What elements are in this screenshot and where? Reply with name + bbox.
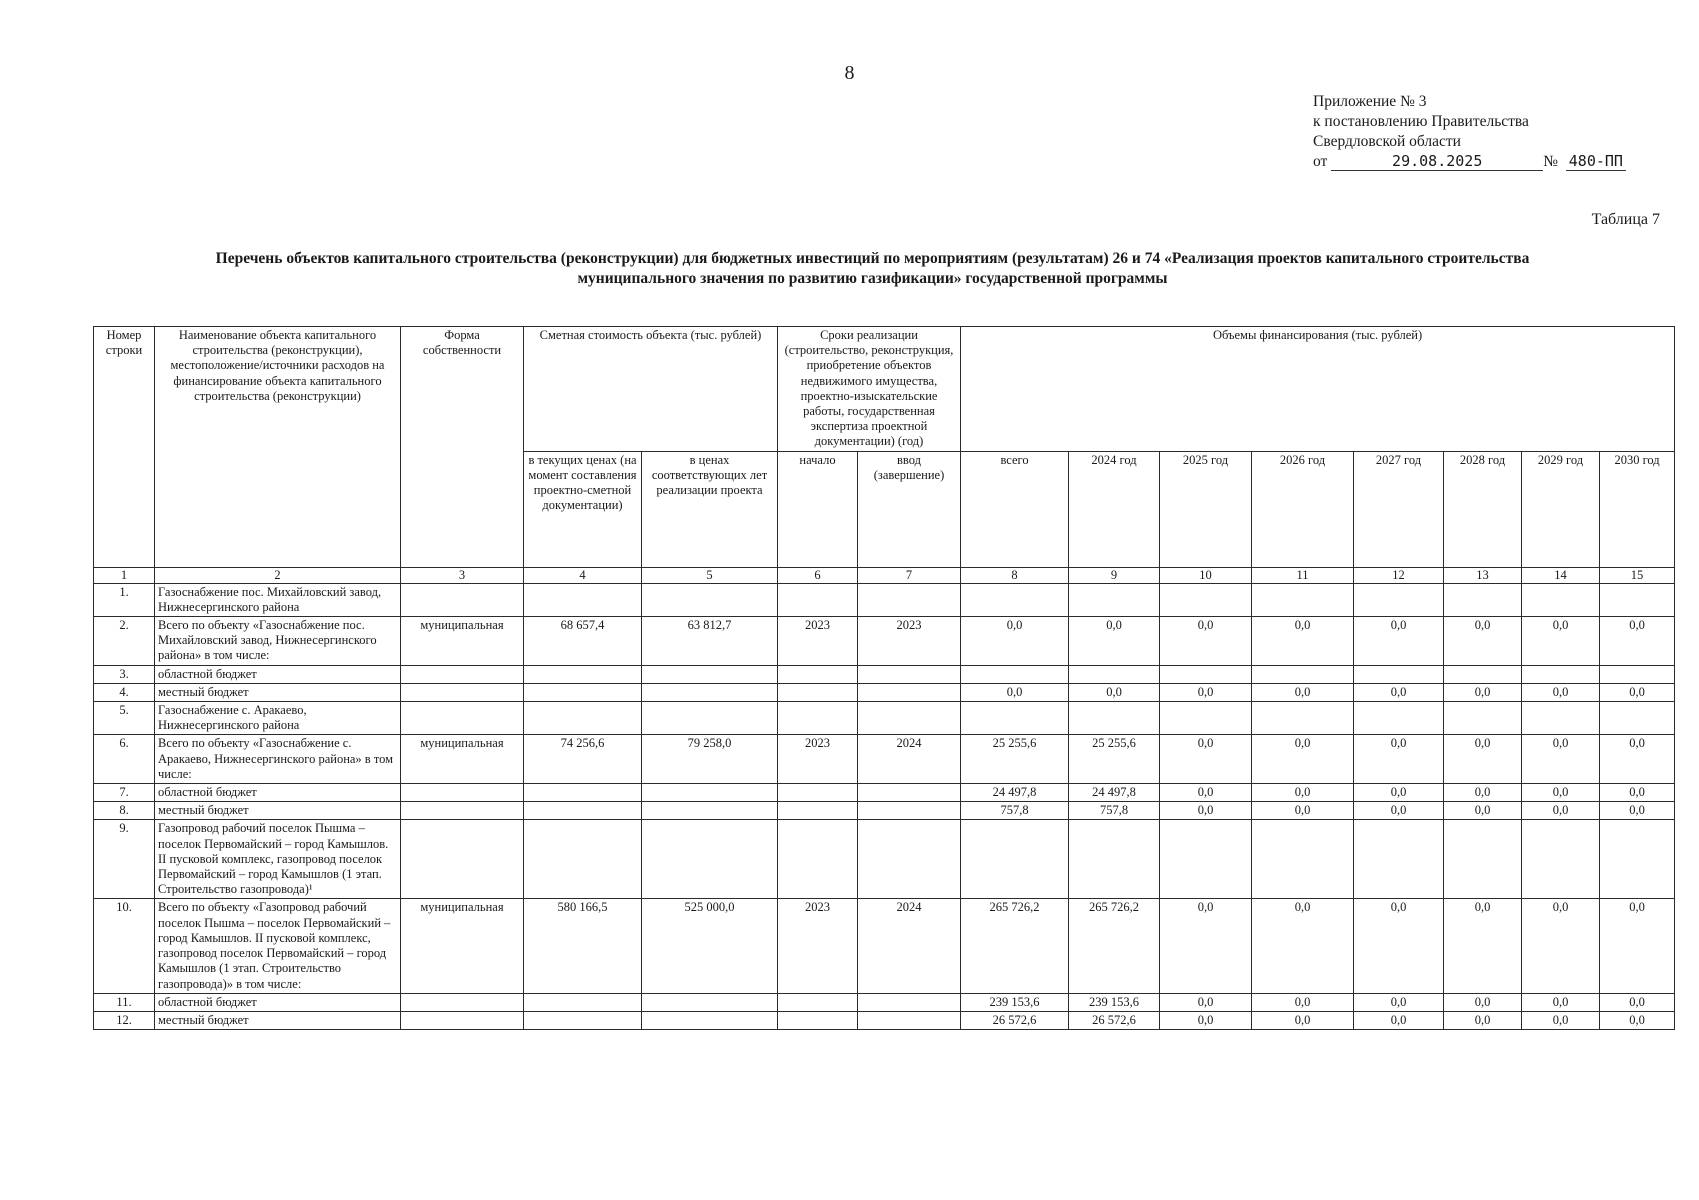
completion-year: 2024 <box>858 735 961 784</box>
financing-2028: 0,0 <box>1444 735 1522 784</box>
financing-2026: 0,0 <box>1252 802 1354 820</box>
object-name: Всего по объекту «Газоснабжение пос. Михайловский завод, Нижнесергинского района» в том числе: <box>155 617 401 666</box>
completion-year <box>858 820 961 899</box>
financing-2026: 0,0 <box>1252 683 1354 701</box>
financing-2029 <box>1522 702 1600 735</box>
header-cost-current: в текущих ценах (на момент составления проектно-сметной документации) <box>524 451 642 567</box>
financing-2025 <box>1160 583 1252 616</box>
financing-2027 <box>1354 665 1444 683</box>
financing-2028: 0,0 <box>1444 1011 1522 1029</box>
row-number: 10. <box>94 899 155 993</box>
table-row <box>94 899 1675 993</box>
financing-2027 <box>1354 583 1444 616</box>
row-number: 7. <box>94 784 155 802</box>
capital-construction-table <box>93 326 1675 1030</box>
table-row <box>94 702 1675 735</box>
financing-2028: 0,0 <box>1444 617 1522 666</box>
financing-2030 <box>1600 583 1675 616</box>
cost-current <box>524 583 642 616</box>
column-number: 7 <box>858 567 961 583</box>
total-financing: 757,8 <box>961 802 1069 820</box>
financing-2029: 0,0 <box>1522 735 1600 784</box>
total-financing: 24 497,8 <box>961 784 1069 802</box>
completion-year <box>858 583 961 616</box>
total-financing: 239 153,6 <box>961 993 1069 1011</box>
column-number: 11 <box>1252 567 1354 583</box>
financing-2029: 0,0 <box>1522 1011 1600 1029</box>
financing-2026 <box>1252 702 1354 735</box>
financing-2025 <box>1160 820 1252 899</box>
financing-2027 <box>1354 702 1444 735</box>
cost-current <box>524 702 642 735</box>
financing-2025: 0,0 <box>1160 735 1252 784</box>
table-row <box>94 583 1675 616</box>
table-label: Таблица 7 <box>1591 211 1660 228</box>
total-financing <box>961 702 1069 735</box>
total-financing: 0,0 <box>961 683 1069 701</box>
column-number: 8 <box>961 567 1069 583</box>
start-year <box>778 820 858 899</box>
ownership <box>401 784 524 802</box>
object-name: областной бюджет <box>155 784 401 802</box>
financing-2024 <box>1069 583 1160 616</box>
ownership <box>401 1011 524 1029</box>
financing-2024: 25 255,6 <box>1069 735 1160 784</box>
header-year-2025: 2025 год <box>1160 451 1252 567</box>
table-row <box>94 683 1675 701</box>
total-financing <box>961 665 1069 683</box>
financing-2025: 0,0 <box>1160 993 1252 1011</box>
financing-2027: 0,0 <box>1354 617 1444 666</box>
start-year <box>778 1011 858 1029</box>
header-timeline: Сроки реализации (строительство, реконструкция, приобретение объектов недвижимого имущества, проектно-изыскательские работы, государственная экспертиза проектной документации) (год) <box>778 327 961 452</box>
header-year-2024: 2024 год <box>1069 451 1160 567</box>
financing-2029: 0,0 <box>1522 802 1600 820</box>
header-year-2030: 2030 год <box>1600 451 1675 567</box>
column-number: 9 <box>1069 567 1160 583</box>
financing-2027: 0,0 <box>1354 802 1444 820</box>
decree-number: 480-ПП <box>1566 153 1626 171</box>
financing-2027 <box>1354 820 1444 899</box>
financing-2029 <box>1522 820 1600 899</box>
financing-2028: 0,0 <box>1444 899 1522 993</box>
financing-2029: 0,0 <box>1522 993 1600 1011</box>
cost-project: 79 258,0 <box>642 735 778 784</box>
table-row <box>94 802 1675 820</box>
appendix-line-3: Свердловской области <box>1313 133 1461 150</box>
cost-project <box>642 702 778 735</box>
column-number: 2 <box>155 567 401 583</box>
header-cost-project: в ценах соответствующих лет реализации проекта <box>642 451 778 567</box>
object-name: местный бюджет <box>155 802 401 820</box>
cost-current <box>524 665 642 683</box>
financing-2026: 0,0 <box>1252 617 1354 666</box>
object-name: местный бюджет <box>155 1011 401 1029</box>
header-start: начало <box>778 451 858 567</box>
cost-current <box>524 820 642 899</box>
table-row <box>94 617 1675 666</box>
ownership <box>401 993 524 1011</box>
object-name: местный бюджет <box>155 683 401 701</box>
column-number: 13 <box>1444 567 1522 583</box>
ownership <box>401 802 524 820</box>
financing-2030: 0,0 <box>1600 784 1675 802</box>
financing-2025: 0,0 <box>1160 802 1252 820</box>
column-number: 10 <box>1160 567 1252 583</box>
financing-2025 <box>1160 702 1252 735</box>
row-number: 12. <box>94 1011 155 1029</box>
cost-project <box>642 1011 778 1029</box>
row-number: 5. <box>94 702 155 735</box>
financing-2029: 0,0 <box>1522 617 1600 666</box>
completion-year <box>858 993 961 1011</box>
financing-2030: 0,0 <box>1600 735 1675 784</box>
financing-2026 <box>1252 583 1354 616</box>
column-number: 15 <box>1600 567 1675 583</box>
financing-2030 <box>1600 702 1675 735</box>
financing-2027: 0,0 <box>1354 683 1444 701</box>
financing-2024: 0,0 <box>1069 683 1160 701</box>
ownership <box>401 820 524 899</box>
row-number: 4. <box>94 683 155 701</box>
financing-2028: 0,0 <box>1444 683 1522 701</box>
financing-2025: 0,0 <box>1160 617 1252 666</box>
start-year <box>778 665 858 683</box>
ownership <box>401 583 524 616</box>
cost-project <box>642 784 778 802</box>
start-year <box>778 802 858 820</box>
financing-2027: 0,0 <box>1354 735 1444 784</box>
header-completion: ввод (завершение) <box>858 451 961 567</box>
cost-current <box>524 802 642 820</box>
row-number: 2. <box>94 617 155 666</box>
cost-project <box>642 583 778 616</box>
financing-2024: 24 497,8 <box>1069 784 1160 802</box>
start-year <box>778 784 858 802</box>
financing-2026: 0,0 <box>1252 784 1354 802</box>
total-financing <box>961 583 1069 616</box>
financing-2030 <box>1600 820 1675 899</box>
appendix-line-2: к постановлению Правительства <box>1313 113 1529 130</box>
financing-2027: 0,0 <box>1354 784 1444 802</box>
object-name: областной бюджет <box>155 993 401 1011</box>
cost-project: 525 000,0 <box>642 899 778 993</box>
document-title: Перечень объектов капитального строительства (реконструкции) для бюджетных инвестиций по мероприятиям (результатам) 26 и 74 «Реализация проектов капитального строительства муниципального значения по развитию газификации» государственной программы <box>215 250 1530 287</box>
object-name: Всего по объекту «Газоснабжение с. Аракаево, Нижнесергинского района» в том числе: <box>155 735 401 784</box>
object-name: Газопровод рабочий поселок Пышма – поселок Первомайский – город Камышлов. II пусковой комплекс, газопровод поселок Первомайский – город Камышлов (1 этап. Строительство газопровода)¹ <box>155 820 401 899</box>
start-year <box>778 702 858 735</box>
column-number: 12 <box>1354 567 1444 583</box>
start-year: 2023 <box>778 617 858 666</box>
table-row <box>94 665 1675 683</box>
cost-current <box>524 683 642 701</box>
ownership <box>401 702 524 735</box>
table-row <box>94 735 1675 784</box>
column-number: 6 <box>778 567 858 583</box>
column-number: 4 <box>524 567 642 583</box>
ownership: муниципальная <box>401 899 524 993</box>
decree-date: 29.08.2025 <box>1331 153 1543 171</box>
cost-project <box>642 993 778 1011</box>
cost-current <box>524 1011 642 1029</box>
column-number: 3 <box>401 567 524 583</box>
financing-2025: 0,0 <box>1160 899 1252 993</box>
total-financing <box>961 820 1069 899</box>
cost-current <box>524 784 642 802</box>
header-estimated-cost: Сметная стоимость объекта (тыс. рублей) <box>524 327 778 452</box>
table-row <box>94 993 1675 1011</box>
header-ownership: Форма собственности <box>401 327 524 568</box>
header-financing: Объемы финансирования (тыс. рублей) <box>961 327 1675 452</box>
financing-2026 <box>1252 665 1354 683</box>
row-number: 1. <box>94 583 155 616</box>
ownership <box>401 683 524 701</box>
financing-2029 <box>1522 583 1600 616</box>
financing-2029: 0,0 <box>1522 683 1600 701</box>
cost-project <box>642 820 778 899</box>
table-row <box>94 820 1675 899</box>
row-number: 11. <box>94 993 155 1011</box>
object-name: Газоснабжение пос. Михайловский завод, Нижнесергинского района <box>155 583 401 616</box>
financing-2028 <box>1444 702 1522 735</box>
header-year-2027: 2027 год <box>1354 451 1444 567</box>
object-name: Газоснабжение с. Аракаево, Нижнесергинского района <box>155 702 401 735</box>
appendix-line-1: Приложение № 3 <box>1313 93 1427 110</box>
financing-2028 <box>1444 665 1522 683</box>
object-name: Всего по объекту «Газопровод рабочий поселок Пышма – поселок Первомайский – город Камышлов. II пусковой комплекс, газопровод поселок Первомайский – город Камышлов (1 этап. Строительство газопровода)» в том числе: <box>155 899 401 993</box>
ownership <box>401 665 524 683</box>
financing-2030: 0,0 <box>1600 802 1675 820</box>
financing-2030: 0,0 <box>1600 1011 1675 1029</box>
financing-2029: 0,0 <box>1522 784 1600 802</box>
row-number: 6. <box>94 735 155 784</box>
completion-year <box>858 665 961 683</box>
row-number: 9. <box>94 820 155 899</box>
financing-2029 <box>1522 665 1600 683</box>
column-number: 5 <box>642 567 778 583</box>
financing-2027: 0,0 <box>1354 899 1444 993</box>
financing-2030: 0,0 <box>1600 993 1675 1011</box>
financing-2027: 0,0 <box>1354 993 1444 1011</box>
start-year <box>778 993 858 1011</box>
financing-2030: 0,0 <box>1600 683 1675 701</box>
header-object-name: Наименование объекта капитального строительства (реконструкции), местоположение/источники расходов на финансирование объекта капитального строительства (реконструкции) <box>155 327 401 568</box>
appendix-block <box>1313 92 1626 172</box>
financing-2025: 0,0 <box>1160 784 1252 802</box>
financing-2025: 0,0 <box>1160 1011 1252 1029</box>
completion-year <box>858 1011 961 1029</box>
header-year-2026: 2026 год <box>1252 451 1354 567</box>
financing-2024: 0,0 <box>1069 617 1160 666</box>
column-number: 1 <box>94 567 155 583</box>
total-financing: 265 726,2 <box>961 899 1069 993</box>
completion-year: 2023 <box>858 617 961 666</box>
financing-2028: 0,0 <box>1444 802 1522 820</box>
column-number: 14 <box>1522 567 1600 583</box>
completion-year <box>858 683 961 701</box>
financing-2024: 757,8 <box>1069 802 1160 820</box>
header-year-2029: 2029 год <box>1522 451 1600 567</box>
completion-year <box>858 702 961 735</box>
header-row-number: Номер строки <box>94 327 155 568</box>
cost-current: 74 256,6 <box>524 735 642 784</box>
object-name: областной бюджет <box>155 665 401 683</box>
financing-2024: 265 726,2 <box>1069 899 1160 993</box>
financing-2024: 239 153,6 <box>1069 993 1160 1011</box>
financing-2026: 0,0 <box>1252 899 1354 993</box>
total-financing: 0,0 <box>961 617 1069 666</box>
completion-year <box>858 802 961 820</box>
financing-2024 <box>1069 702 1160 735</box>
financing-2029: 0,0 <box>1522 899 1600 993</box>
financing-2027: 0,0 <box>1354 1011 1444 1029</box>
total-financing: 26 572,6 <box>961 1011 1069 1029</box>
table-row <box>94 784 1675 802</box>
financing-2028 <box>1444 583 1522 616</box>
ownership: муниципальная <box>401 617 524 666</box>
financing-2030: 0,0 <box>1600 899 1675 993</box>
financing-2026: 0,0 <box>1252 993 1354 1011</box>
cost-project <box>642 683 778 701</box>
start-year <box>778 583 858 616</box>
total-financing: 25 255,6 <box>961 735 1069 784</box>
number-label: № <box>1543 153 1558 170</box>
row-number: 8. <box>94 802 155 820</box>
financing-2030: 0,0 <box>1600 617 1675 666</box>
financing-2024 <box>1069 665 1160 683</box>
start-year: 2023 <box>778 735 858 784</box>
financing-2024: 26 572,6 <box>1069 1011 1160 1029</box>
page-number: 8 <box>844 62 855 84</box>
financing-2028 <box>1444 820 1522 899</box>
column-number-row <box>94 567 1675 583</box>
row-number: 3. <box>94 665 155 683</box>
cost-current: 580 166,5 <box>524 899 642 993</box>
financing-2026: 0,0 <box>1252 735 1354 784</box>
completion-year <box>858 784 961 802</box>
cost-project: 63 812,7 <box>642 617 778 666</box>
header-total: всего <box>961 451 1069 567</box>
start-year: 2023 <box>778 899 858 993</box>
financing-2026: 0,0 <box>1252 1011 1354 1029</box>
start-year <box>778 683 858 701</box>
header-row-main <box>94 327 1675 452</box>
financing-2024 <box>1069 820 1160 899</box>
completion-year: 2024 <box>858 899 961 993</box>
ownership: муниципальная <box>401 735 524 784</box>
header-year-2028: 2028 год <box>1444 451 1522 567</box>
from-label: от <box>1313 153 1328 170</box>
cost-project <box>642 665 778 683</box>
table-row <box>94 1011 1675 1029</box>
appendix-date-line <box>1313 152 1626 172</box>
financing-2026 <box>1252 820 1354 899</box>
financing-2028: 0,0 <box>1444 784 1522 802</box>
cost-current: 68 657,4 <box>524 617 642 666</box>
cost-project <box>642 802 778 820</box>
financing-2028: 0,0 <box>1444 993 1522 1011</box>
financing-2025 <box>1160 665 1252 683</box>
cost-current <box>524 993 642 1011</box>
financing-2030 <box>1600 665 1675 683</box>
financing-2025: 0,0 <box>1160 683 1252 701</box>
